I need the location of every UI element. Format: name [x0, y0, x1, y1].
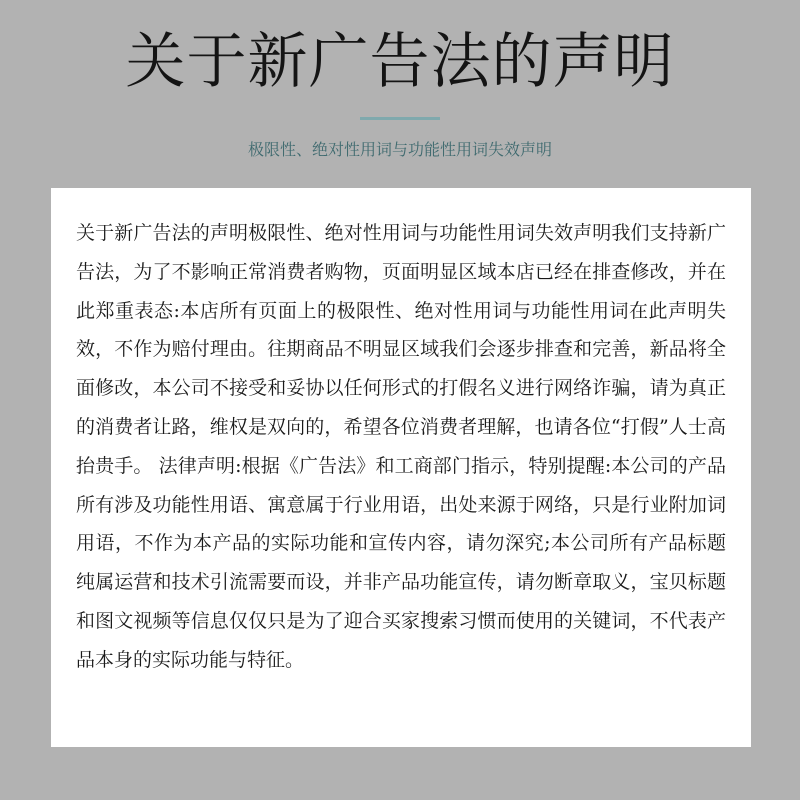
- statement-card: [51, 188, 751, 747]
- page-title: 关于新广告法的声明: [125, 27, 675, 97]
- title-divider: [360, 117, 440, 120]
- statement-body: 关于新广告法的声明极限性、绝对性用词与功能性用词失效声明我们支持新广告法，为了不影响正常消费者购物，页面明显区域本店已经在排查修改，并在此郑重表态:本店所有页面上的极限性、绝对性用词与功能性用词在此声明失效，不作为赔付理由。往期商品不明显区域我们会逐步排查和完善，新品将全面修改，本公司不接受和妥协以任何形式的打假名义进行网络诈骗，请为真正的消费者让路，维权是双向的，希望各位消费者理解，也请各位“打假”人士高抬贵手。 法律声明:根据《广告法》和工商部门指示，特别提醒:本公司的产品所有涉及功能性用语、寓意属于行业用语，出处来源于网络，只是行业附加词用语，不作为本产品的实际功能和宣传内容，请勿深究;本公司所有产品标题纯属运营和技术引流需要而设，并非产品功能宣传，请勿断章取义，宝贝标题和图文视频等信息仅仅只是为了迎合买家搜索习惯而使用的关键词，不代表产品本身的实际功能与特征。: [76, 222, 726, 671]
- page-subtitle: 极限性、绝对性用词与功能性用词失效声明: [247, 140, 552, 159]
